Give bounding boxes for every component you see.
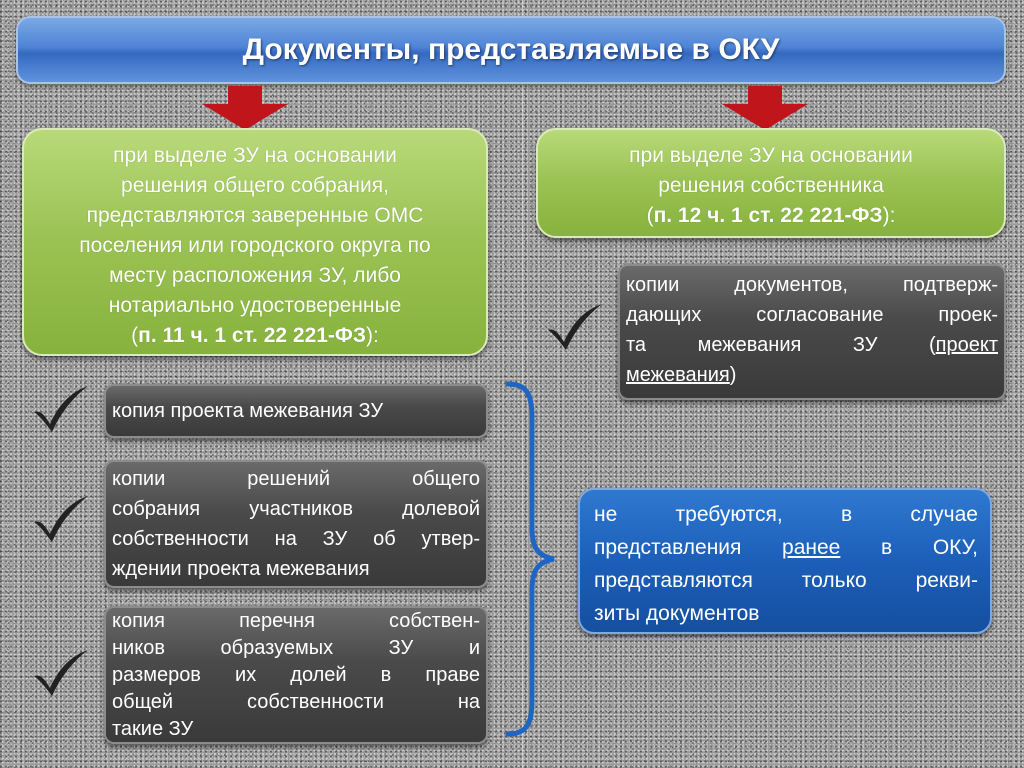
left-item-line: общей собственности на bbox=[112, 691, 480, 713]
law-reference: п. 12 ч. 1 ст. 22 221-ФЗ bbox=[653, 204, 883, 227]
left-header-box bbox=[22, 128, 488, 356]
right-item-line: та межевания ЗУ (проект bbox=[626, 334, 998, 356]
right-header-line: решения собственника bbox=[658, 174, 884, 197]
note-line: представляются только рекви- bbox=[594, 569, 978, 592]
right-item-box bbox=[618, 264, 1006, 400]
left-item-box-3 bbox=[104, 606, 488, 744]
checkmark-icon bbox=[544, 302, 604, 352]
left-item-line: собственности на ЗУ об утвер- bbox=[112, 528, 480, 550]
title-bar bbox=[16, 16, 1006, 84]
checkmark-icon bbox=[30, 384, 90, 434]
right-item-line: копии документов, подтверж- bbox=[626, 274, 998, 296]
arrow-down-icon bbox=[720, 86, 810, 130]
note-box bbox=[578, 488, 992, 634]
checkmark-icon bbox=[30, 648, 90, 698]
law-reference: п. 11 ч. 1 ст. 22 221-ФЗ bbox=[138, 324, 367, 347]
note-line: зиты документов bbox=[594, 602, 760, 625]
left-item-line: ников образуемых ЗУ и bbox=[112, 637, 480, 659]
left-item-line: такие ЗУ bbox=[112, 718, 194, 740]
checkmark-icon bbox=[30, 494, 90, 544]
right-header-line: при выделе ЗУ на основании bbox=[629, 144, 913, 167]
left-header-line: решения общего собрания, bbox=[121, 174, 389, 197]
curly-brace-icon bbox=[500, 378, 560, 740]
left-header-ref: (п. 11 ч. 1 ст. 22 221-ФЗ): bbox=[131, 324, 379, 347]
left-header-line: месту расположения ЗУ, либо bbox=[109, 264, 401, 287]
right-header-box bbox=[536, 128, 1006, 238]
page-title: Документы, представляемые в ОКУ bbox=[242, 33, 780, 66]
left-header-line: поселения или городского округа по bbox=[79, 234, 431, 257]
left-header-line: представляются заверенные ОМС bbox=[86, 204, 424, 227]
right-item-line: дающих согласование проек- bbox=[626, 304, 998, 326]
left-item-line: собрания участников долевой bbox=[112, 498, 480, 520]
left-item-line: ждении проекта межевания bbox=[112, 558, 370, 580]
left-item-line: размеров их долей в праве bbox=[112, 664, 480, 686]
left-item-box-2 bbox=[104, 460, 488, 588]
note-line: представления ранее в ОКУ, bbox=[594, 536, 979, 559]
left-item-line: копия перечня собствен- bbox=[112, 610, 480, 632]
right-header-ref: (п. 12 ч. 1 ст. 22 221-ФЗ): bbox=[646, 204, 896, 227]
left-item-line: копия проекта межевания ЗУ bbox=[112, 400, 384, 422]
left-item-box-1 bbox=[104, 384, 488, 438]
arrow-down-icon bbox=[200, 86, 290, 130]
right-item-line: межевания) bbox=[626, 364, 737, 386]
note-line: не требуются, в случае bbox=[594, 503, 978, 526]
left-item-line: копии решений общего bbox=[112, 468, 480, 490]
left-header-line: при выделе ЗУ на основании bbox=[113, 144, 397, 167]
left-header-line: нотариально удостоверенные bbox=[108, 294, 402, 317]
